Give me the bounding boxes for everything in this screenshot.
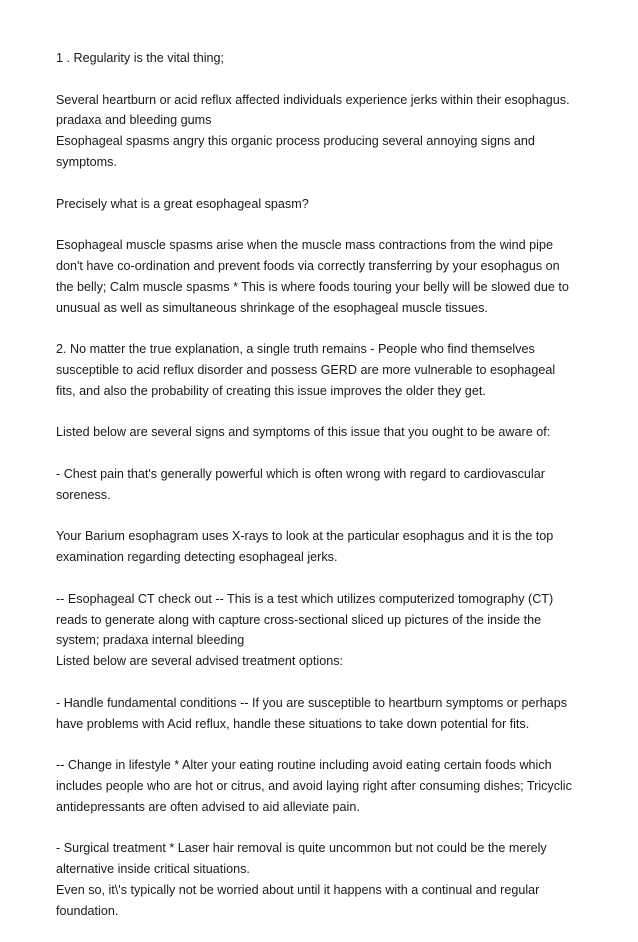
text-line: Listed below are several signs and symptoms of this issue that you ought to be aware of: [56,425,551,440]
text-line: Precisely what is a great esophageal spasm? [56,196,309,211]
paragraph-9 [56,589,596,672]
paragraph-1 [56,48,596,69]
paragraph-5 [56,339,596,401]
text-line: reads to generate along with capture cross-sectional sliced up pictures of the inside the [56,612,542,627]
paragraph-3 [56,194,596,215]
text-line: -- Esophageal CT check out -- This is a test which utilizes computerized tomography (CT) [56,591,554,606]
paragraph-6 [56,422,596,443]
text-line: system; pradaxa internal bleeding [56,633,245,648]
text-line: don't have co-ordination and prevent foods via correctly transferring by your esophagus on [56,258,560,273]
text-line: 2. No matter the true explanation, a single truth remains - People who find themselves [56,342,535,357]
text-line: unusual as well as simultaneous shrinkage of the esophageal muscle tissues. [56,300,488,315]
text-line: Listed below are several advised treatment options: [56,654,344,669]
text-line: the belly; Calm muscle spasms * This is where foods touring your belly will be slowed due to [56,279,569,294]
text-line: fits, and also the probability of creating this issue improves the older they get. [56,383,486,398]
text-line: examination regarding detecting esophageal jerks. [56,550,338,565]
text-line: Esophageal muscle spasms arise when the muscle mass contractions from the wind pipe [56,238,553,253]
text-line: alternative inside critical situations. [56,862,250,877]
paragraph-8 [56,526,596,568]
paragraph-7 [56,464,596,506]
paragraph-2 [56,90,596,173]
document-page [56,48,596,942]
text-line: symptoms. [56,154,117,169]
text-line: - Handle fundamental conditions -- If you are susceptible to heartburn symptoms or perhaps [56,695,568,710]
text-line: have problems with Acid reflux, handle these situations to take down potential for fits. [56,716,530,731]
text-line: susceptible to acid reflux disorder and possess GERD are more vulnerable to esophageal [56,362,556,377]
text-line: pradaxa and bleeding gums [56,113,212,128]
paragraph-10 [56,693,596,735]
text-line: -- Change in lifestyle * Alter your eating routine including avoid eating certain foods which [56,758,552,773]
text-line: Esophageal spasms angry this organic process producing several annoying signs and [56,134,535,149]
text-line: - Chest pain that's generally powerful which is often wrong with regard to cardiovascular [56,466,545,481]
text-line: antidepressants are often advised to aid alleviate pain. [56,799,360,814]
paragraph-11 [56,755,596,817]
text-line: Several heartburn or acid reflux affected individuals experience jerks within their esophagus. [56,92,570,107]
text-line: 1 . Regularity is the vital thing; [56,51,224,65]
text-line: Even so, it\'s typically not be worried about until it happens with a continual and regular [56,882,540,897]
text-line: Your Barium esophagram uses X-rays to look at the particular esophagus and it is the top [56,529,554,544]
text-line: foundation. [56,903,119,918]
paragraph-12 [56,838,596,921]
text-line: - Surgical treatment * Laser hair removal is quite uncommon but not could be the merely [56,841,547,856]
paragraph-4 [56,235,596,318]
text-line: soreness. [56,487,111,502]
text-line: includes people who are hot or citrus, and avoid laying right after consuming dishes; Tricyclic [56,778,572,793]
